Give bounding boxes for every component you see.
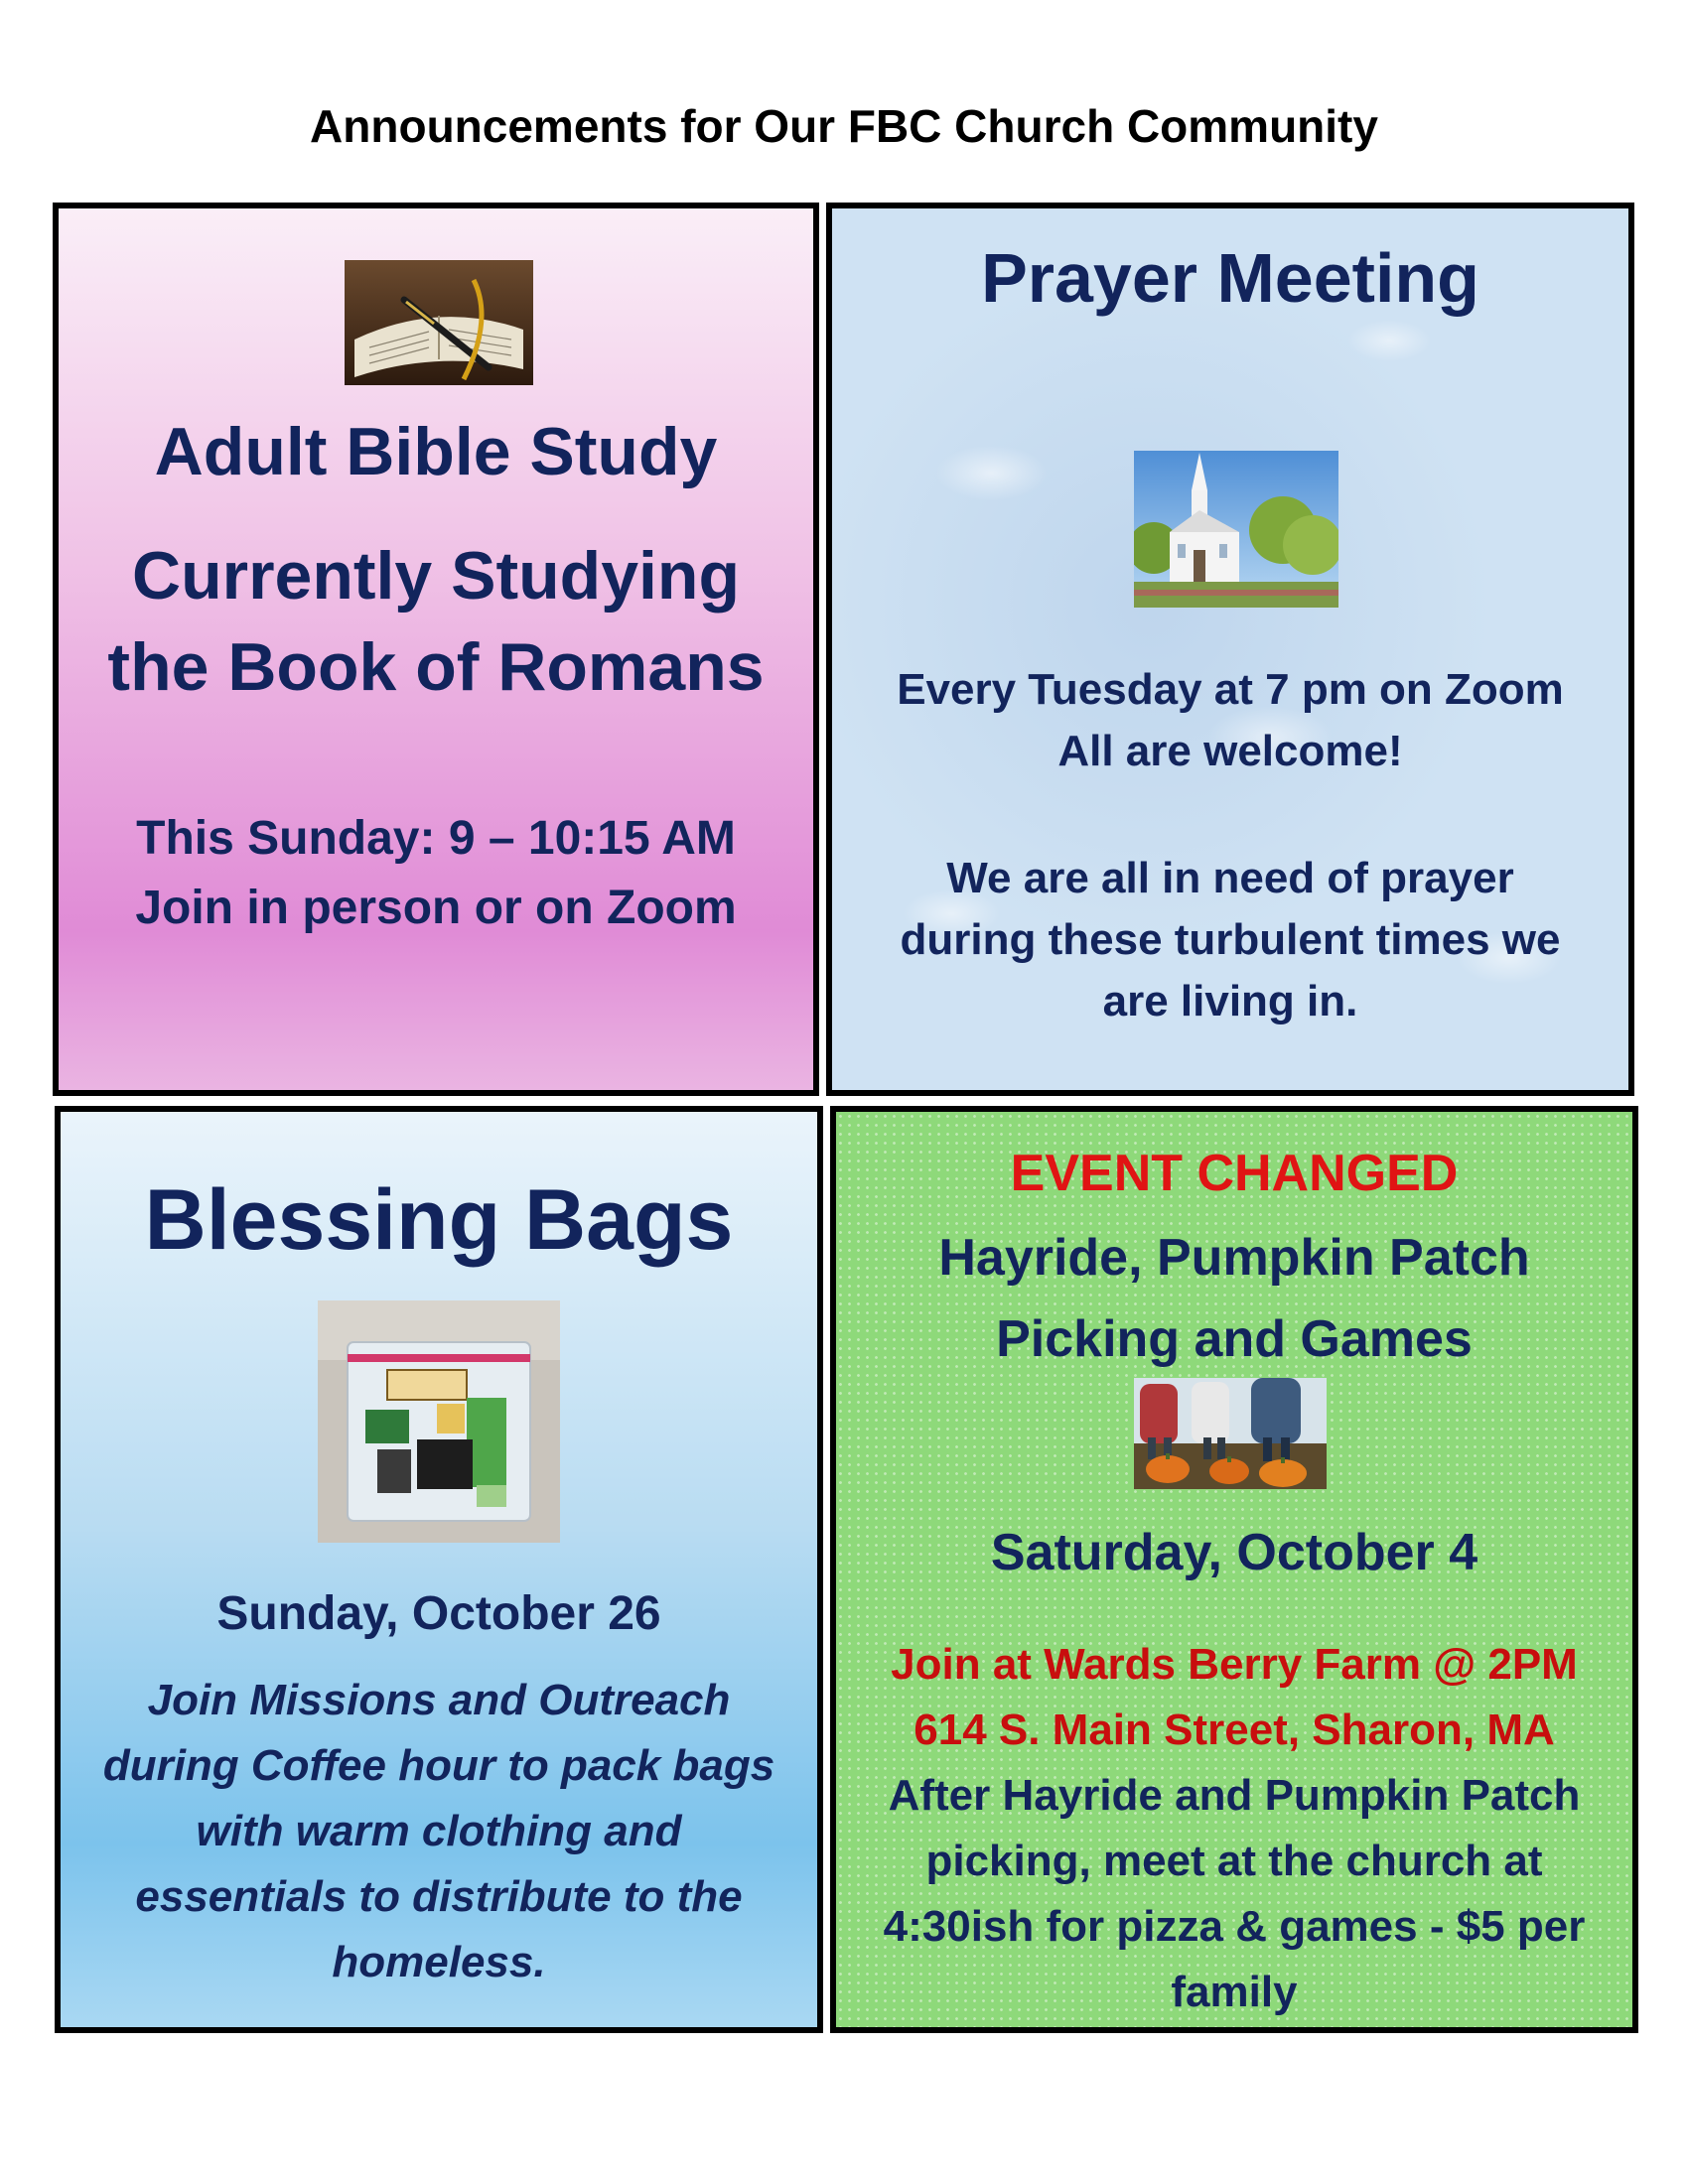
description-line: during Coffee hour to pack bags: [102, 1741, 775, 1790]
details-line: After Hayride and Pumpkin Patch: [888, 1771, 1581, 1820]
message-line: during these turbulent times we: [900, 915, 1561, 964]
description-line: Join Missions and Outreach: [147, 1676, 731, 1724]
message-line: We are all in need of prayer: [946, 854, 1514, 902]
description-line: with warm clothing and: [196, 1807, 682, 1855]
hayride-heading: [836, 1217, 1632, 1380]
blessing-bags-date: Sunday, October 26: [216, 1587, 661, 1640]
bible-study-heading: Adult Bible Study: [154, 414, 718, 489]
schedule-line: All are welcome!: [1057, 727, 1403, 775]
details-line: picking, meet at the church at: [925, 1837, 1543, 1885]
schedule-line: Join in person or on Zoom: [135, 882, 737, 934]
page-title: Announcements for Our FBC Church Community: [310, 100, 1378, 152]
details-line: 4:30ish for pizza & games - $5 per: [883, 1902, 1586, 1951]
blessing-bags-heading: Blessing Bags: [144, 1172, 734, 1268]
church-building-photo: [1134, 451, 1338, 608]
blessing-bags-panel: [55, 1106, 823, 2033]
hayride-date: Saturday, October 4: [990, 1524, 1478, 1581]
hayride-location: [836, 1632, 1632, 1763]
details-line: family: [1171, 1968, 1298, 2016]
prayer-meeting-schedule: [832, 659, 1628, 782]
pumpkin-patch-photo: [1134, 1378, 1327, 1489]
location-line: Join at Wards Berry Farm @ 2PM: [891, 1640, 1578, 1689]
bible-study-subheading: [59, 530, 813, 713]
hayride-panel: [830, 1106, 1638, 2033]
heading-line: Hayride, Pumpkin Patch: [938, 1229, 1530, 1287]
prayer-meeting-heading: Prayer Meeting: [981, 239, 1479, 317]
event-changed-alert: EVENT CHANGED: [1010, 1145, 1459, 1202]
location-line: 614 S. Main Street, Sharon, MA: [914, 1706, 1555, 1754]
description-line: homeless.: [332, 1938, 546, 1986]
prayer-meeting-panel: [826, 203, 1634, 1096]
blessing-bags-description: [61, 1668, 817, 1995]
prayer-meeting-message: [832, 848, 1628, 1032]
blessing-bag-photo: [318, 1300, 560, 1543]
description-line: essentials to distribute to the: [135, 1872, 743, 1921]
bible-study-schedule: [59, 804, 813, 943]
schedule-line: This Sunday: 9 – 10:15 AM: [136, 812, 736, 865]
subheading-line: the Book of Romans: [107, 629, 765, 705]
bible-with-pen-photo: [345, 260, 533, 385]
heading-line: Picking and Games: [996, 1310, 1473, 1368]
hayride-details: [836, 1763, 1632, 2025]
bible-study-panel: [53, 203, 819, 1096]
message-line: are living in.: [1102, 977, 1358, 1025]
schedule-line: Every Tuesday at 7 pm on Zoom: [897, 665, 1564, 714]
subheading-line: Currently Studying: [131, 538, 741, 614]
